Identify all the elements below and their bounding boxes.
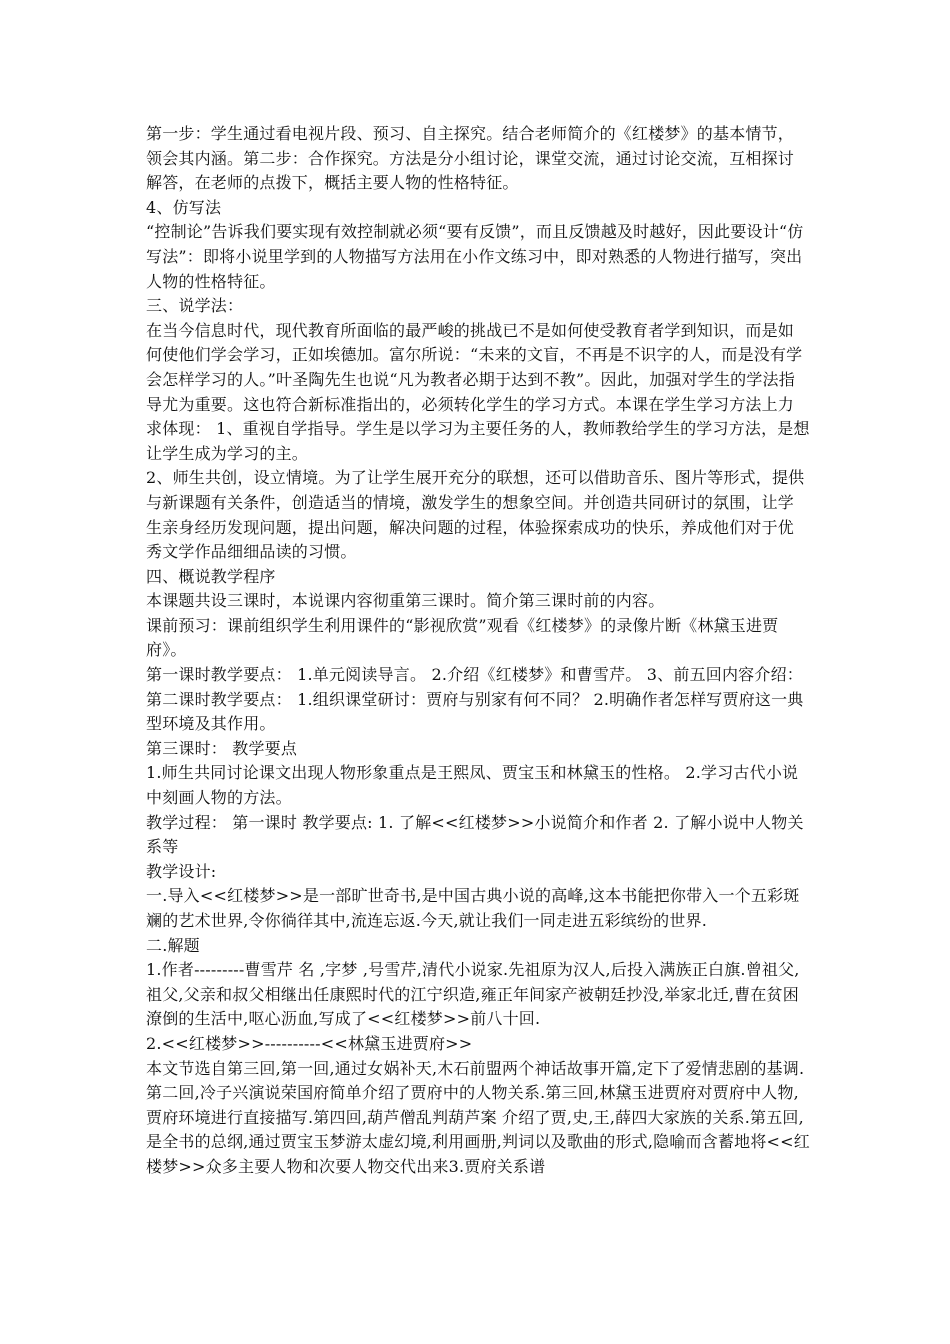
heading-teaching-procedure: 四、概说教学程序 <box>146 566 276 586</box>
paragraph-three-lessons: 本课题共设三课时，本说课内容彻重第三课时。简介第三课时前的内容。 <box>146 591 665 611</box>
paragraph-co-creation: 2、师生共创，设立情境。为了让学生展开充分的联想，还可以借助音乐、图片等形式，提供与新课题有关条件，创造适当的情境，激发学生的想象空间。并创造共同研讨的氛围，让学生亲身经历发现问题，提出问题，解决问题的过程，体验探索成功的快乐，养成他们对于优秀文学作品细细品读的习惯。 <box>146 468 805 562</box>
heading-imitation-writing: 4、仿写法 <box>146 197 222 217</box>
paragraph-lesson-one: 第一课时教学要点： 1.单元阅读导言。 2.介绍《红楼梦》和曹雪芹。 3、前五回内容介绍： <box>146 665 803 685</box>
document-body <box>146 122 810 1180</box>
paragraph-preview: 课前预习：课前组织学生利用课件的“影视欣赏”观看《红楼梦》的录像片断《林黛玉进贾府》。 <box>146 615 779 660</box>
heading-teaching-design: 教学设计: <box>146 861 217 881</box>
paragraph-chapter-summary: 本文节选自第三回,第一回,通过女娲补天,木石前盟两个神话故事开篇,定下了爱情悲剧的基调.第二回,冷子兴演说荣国府简单介绍了贾府中的人物关系.第三回,林黛玉进贾府对贾府中人物,贾府环境进行直接描写.第四回,葫芦僧乱判葫芦案 介绍了贾,史,王,薛四大家族的关系.第五回,是全书的总纲,通过贾宝玉梦游太虚幻境,利用画册,判词以及歌曲的形式,隐喻而含蓄地将<<红楼梦>>众多主要人物和次要人物交代出来3.贾府关系谱 <box>146 1058 810 1176</box>
heading-lesson-three: 第三课时： 教学要点 <box>146 738 298 758</box>
heading-title-explanation: 二.解题 <box>146 935 200 955</box>
paragraph-introduction: 一.导入<<红楼梦>>是一部旷世奇书,是中国古典小说的高峰,这本书能把你带入一个五彩斑斓的艺术世界,令你徜徉其中,流连忘返.今天,就让我们一同走进五彩缤纷的世界. <box>146 886 800 930</box>
paragraph-teaching-process: 教学过程： 第一课时 教学要点: 1. 了解<<红楼梦>>小说简介和作者 2. 了解小说中人物关系等 <box>146 812 804 857</box>
paragraph-lesson-two: 第二课时教学要点： 1.组织课堂研讨：贾府与别家有何不同？ 2.明确作者怎样写贾府这一典型环境及其作用。 <box>146 689 804 734</box>
paragraph-information-age: 在当今信息时代，现代教育所面临的最严峻的挑战已不是如何使受教育者学到知识，而是如何使他们学会学习，正如埃德加。富尔所说：“未来的文盲，不再是不识字的人，而是没有学会怎样学习的人。”叶圣陶先生也说“凡为教者必期于达到不教”。因此，加强对学生的学法指导尤为重要。这也符合新标准指出的，必须转化学生的学习方式。本课在学生学习方法上力求体现： 1、重视自学指导。学生是以学习为主要任务的人，教师教给学生的学习方法，是想让学生成为学习的主。 <box>146 320 810 463</box>
paragraph-steps: 第一步：学生通过看电视片段、预习、自主探究。结合老师简介的《红楼梦》的基本情节，领会其内涵。第二步：合作探究。方法是分小组讨论，课堂交流，通过讨论交流，互相探讨解答，在老师的点拨下，概括主要人物的性格特征。 <box>146 124 795 193</box>
heading-learning-method: 三、说学法： <box>146 296 244 316</box>
paragraph-excerpt-title: 2.<<红楼梦>>----------<<林黛玉进贾府>> <box>146 1033 473 1053</box>
paragraph-author: 1.作者---------曹雪芹 名 ,字梦 ,号雪芹,清代小说家.先祖原为汉人,后投入满族正白旗.曾祖父,祖父,父亲和叔父相继出任康熙时代的江宁织造,雍正年间家产被朝廷抄没,举家北迁,曹在贫困潦倒的生活中,呕心沥血,写成了<<红楼梦>>前八十回. <box>146 960 800 1029</box>
paragraph-lesson-three-points: 1.师生共同讨论课文出现人物形象重点是王熙凤、贾宝玉和林黛玉的性格。 2.学习古代小说中刻画人物的方法。 <box>146 763 799 808</box>
paragraph-cybernetics: “控制论”告诉我们要实现有效控制就必须“要有反馈”，而且反馈越及时越好，因此要设计“仿写法”：即将小说里学到的人物描写方法用在小作文练习中，即对熟悉的人物进行描写，突出人物的性格特征。 <box>146 222 804 291</box>
